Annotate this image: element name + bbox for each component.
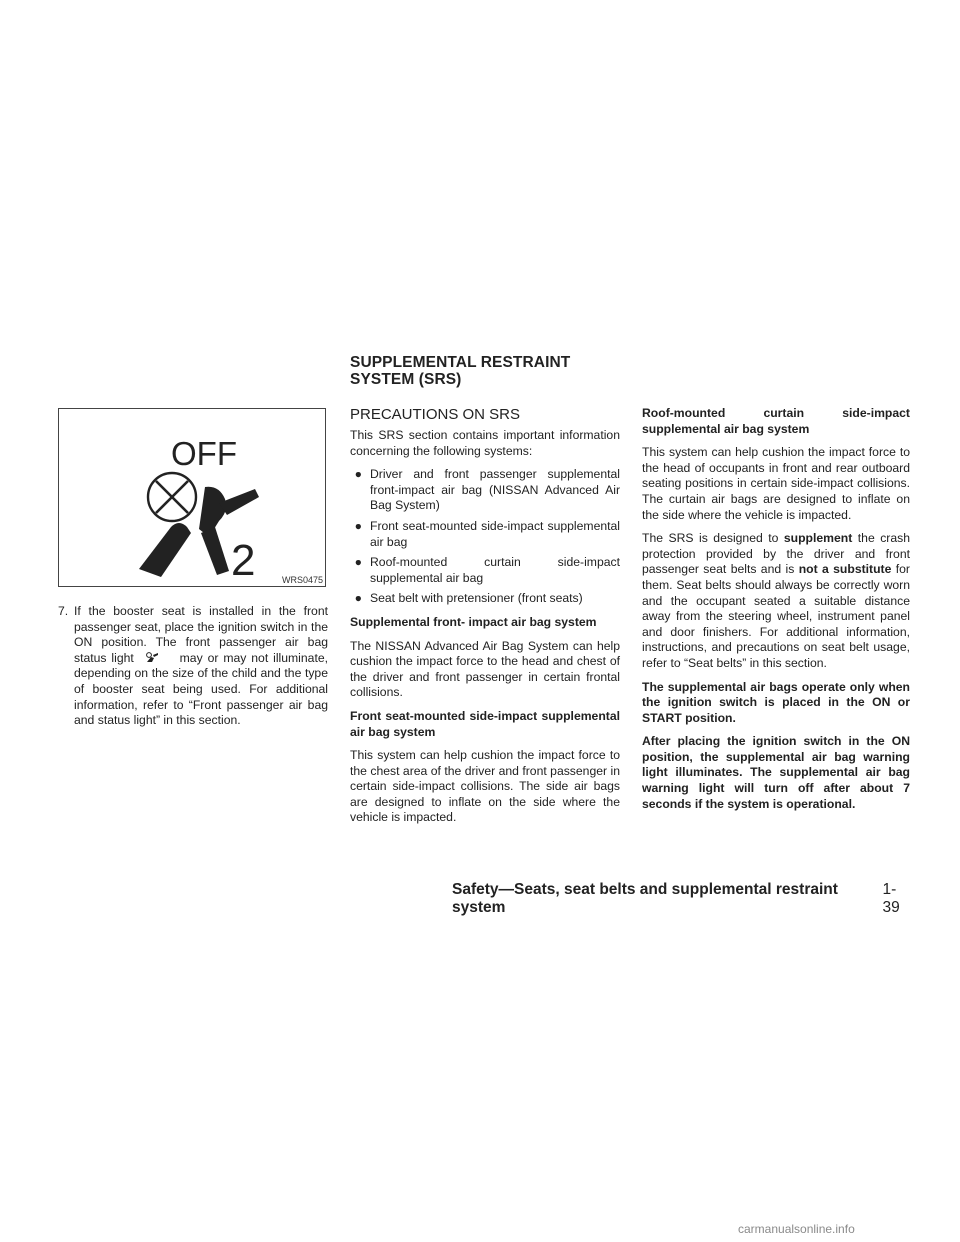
curtain-airbag-heading: Roof-mounted curtain side-impact supplemental air bag system xyxy=(642,406,910,436)
front-airbag-heading: Supplemental front- impact air bag system xyxy=(350,614,597,629)
step-number: 7. xyxy=(58,604,69,618)
srs-text-2: the crash protection provided by the driver and front passenger seat belts and is xyxy=(642,531,911,577)
occupant-arm-icon xyxy=(139,523,191,577)
bullet-icon: ● xyxy=(354,591,362,606)
figure-label: WRS0475 xyxy=(281,575,323,585)
watermark: carmanualsonline.info xyxy=(738,1222,855,1236)
list-item xyxy=(350,555,620,586)
airbag-off-illustration xyxy=(59,409,325,586)
list-item-text: Seat belt with pretensioner (front seats) xyxy=(370,591,583,606)
occupant-leg-icon xyxy=(201,527,229,575)
side-airbag-heading: Front seat-mounted side-impact supplemental air bag system xyxy=(350,708,620,739)
precautions-intro: This SRS section contains important information concerning the following systems: xyxy=(350,428,620,458)
right-column xyxy=(642,406,910,820)
page-footer xyxy=(452,881,912,917)
list-item-text: Driver and front passenger supplemental front-impact air bag (NISSAN Advanced Air Bag System) xyxy=(370,467,620,513)
left-column xyxy=(58,604,328,729)
footer-title: Safety—Seats, seat belts and supplemental restraint system xyxy=(452,881,838,916)
srs-text-1: The SRS is designed to xyxy=(642,531,779,546)
airbag-off-indicator-figure xyxy=(58,408,326,587)
airbag-operation-note: The supplemental air bags operate only when the ignition switch is placed in the ON or START position. xyxy=(642,679,910,725)
list-item xyxy=(350,519,620,550)
systems-list xyxy=(350,467,620,607)
srs-purpose-paragraph xyxy=(642,531,910,671)
section-title-line1: SUPPLEMENTAL RESTRAINT xyxy=(350,354,571,371)
srs-text-3: for them. Seat belts should always be correctly worn and the occupant seated a suitable distance away from the steering wheel, instrument panel and door finishers. For additional information, instructions, and precautions on seat belt usage, refer to “Seat belts” in this section. xyxy=(642,562,910,670)
srs-bold-supplement: supplement xyxy=(783,531,853,546)
section-title-line2: SYSTEM (SRS) xyxy=(350,371,462,388)
middle-column xyxy=(350,406,620,834)
step-text-part2: may or may not illuminate, depending on the size of the child and the type of booster seat being used. For additional information, refer to “Front passenger air bag and status light” in this section. xyxy=(74,650,328,728)
figure-off-text: OFF xyxy=(171,435,237,472)
curtain-airbag-text: This system can help cushion the impact force to the head of occupants in front and rear outboard seating positions in certain side-impact collisions. The curtain air bags are designed to inflate on the side where the vehicle is impacted. xyxy=(642,445,910,522)
section-title xyxy=(350,354,570,388)
step-7 xyxy=(58,604,328,729)
step-text xyxy=(74,604,328,729)
seatbelt-icon xyxy=(219,489,259,515)
bullet-icon: ● xyxy=(354,518,362,533)
list-item xyxy=(350,591,620,607)
list-item-text: Front seat-mounted side-impact supplemental air bag xyxy=(370,518,620,549)
srs-bold-not-substitute: not a substitute xyxy=(798,562,892,577)
bullet-icon: ● xyxy=(354,467,362,482)
step-text-part1: If the booster seat is installed in the front passenger seat, place the ignition switch in the ON position. The front passenger air bag status light xyxy=(74,604,328,665)
airbag-status-light-icon xyxy=(145,651,159,663)
warning-light-note: After placing the ignition switch in the ON position, the supplemental air bag warning light illuminates. The supplemental air bag warning light will turn off after about 7 seconds if the system is operational. xyxy=(642,734,910,811)
list-item-text: Roof-mounted curtain side-impact supplemental air bag xyxy=(370,555,620,585)
side-airbag-text: This system can help cushion the impact force to the chest area of the driver and front passenger in certain side-impact collisions. The side air bags are designed to inflate on the side where the vehicle is impacted. xyxy=(350,748,620,825)
front-airbag-text: The NISSAN Advanced Air Bag System can help cushion the impact force to the head and chest of the driver and front passenger in certain frontal collisions. xyxy=(350,638,620,700)
page-number: 1-39 xyxy=(882,881,900,916)
list-item xyxy=(350,467,620,514)
figure-number-text: 2 xyxy=(231,536,256,585)
precautions-heading: PRECAUTIONS ON SRS xyxy=(350,406,521,423)
bullet-icon: ● xyxy=(354,555,362,570)
